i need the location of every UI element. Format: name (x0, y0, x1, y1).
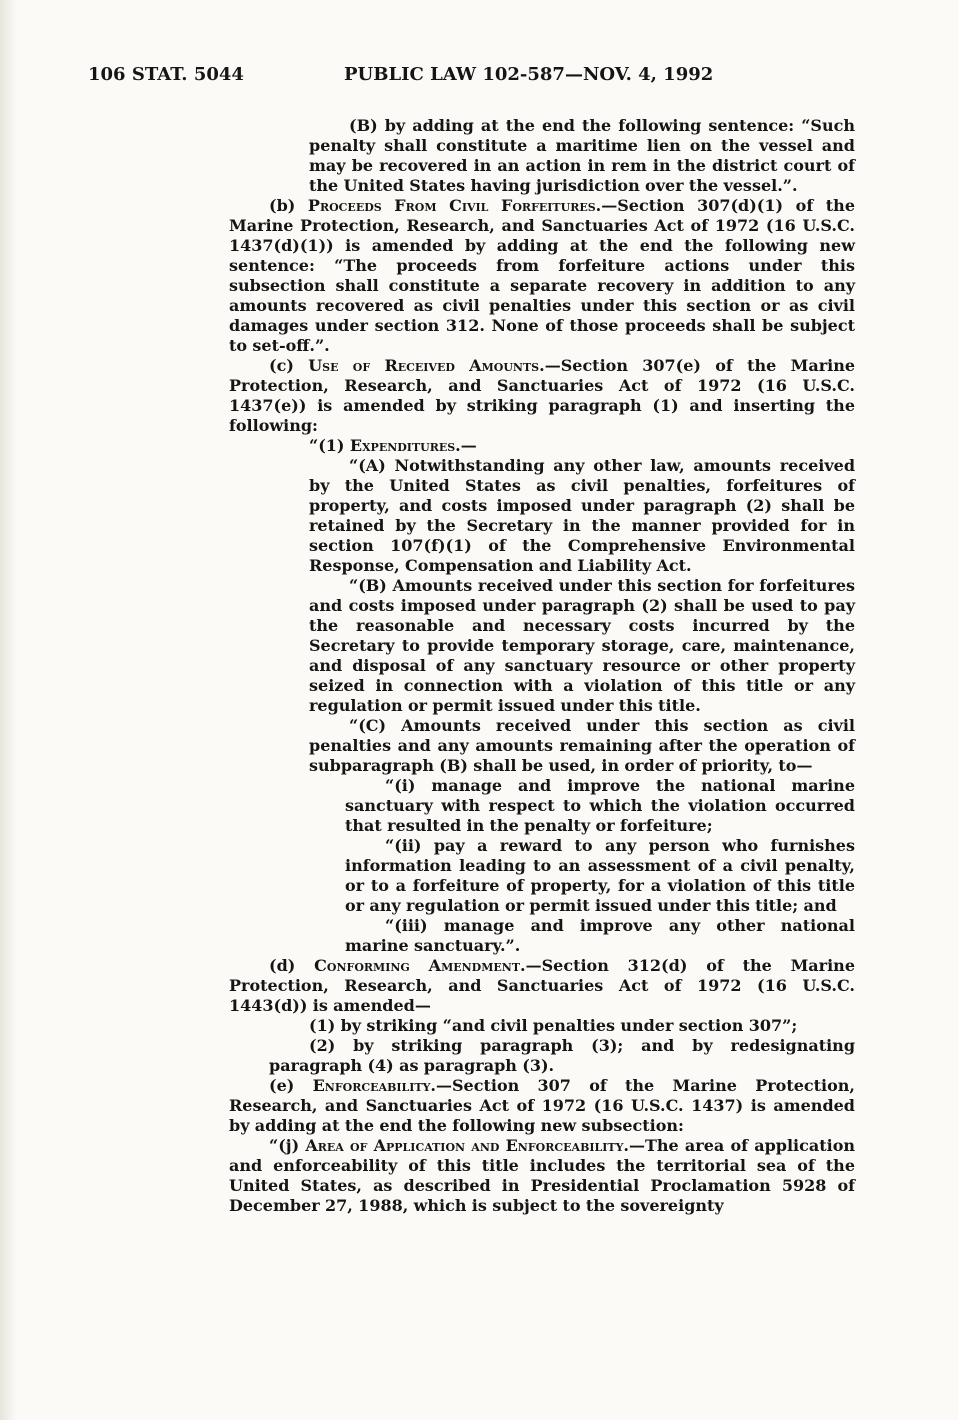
expenditures-heading: Expenditures. (349, 436, 461, 455)
section-e-text: —Section 307 of the Marine Protection, Research, and Sanctuaries Act of 1972 (16 U.S.C. 1437) is amended by adding at the end the following new subsection: (229, 1076, 855, 1135)
subsection-j (229, 1136, 855, 1216)
clause-ii: “(ii) pay a reward to any person who furnishes information leading to an assessment of a civil penalty, or to a forfeiture of property, for a violation of this title or any regulation or permit issued under this title; and (345, 836, 855, 915)
paragraph-b-sentence: (B) by adding at the end the following sentence: “Such penalty shall constitute a maritime lien on the vessel and may be recovered in an action in rem in the district court of the United States having jurisdiction over the vessel.”. (309, 116, 855, 195)
subparagraph-c: “(C) Amounts received under this section as civil penalties and any amounts remaining after the operation of subparagraph (B) shall be used, in order of priority, to— (309, 716, 855, 775)
section-c (229, 356, 855, 436)
section-e (229, 1076, 855, 1136)
section-d-item-1: (1) by striking “and civil penalties under section 307”; (309, 1016, 798, 1035)
section-d (229, 956, 855, 1016)
page-edge-shadow (0, 0, 16, 1420)
section-e-heading: Enforceability. (312, 1076, 436, 1095)
page-reference: 106 STAT. 5044 (88, 64, 244, 85)
paragraph-1-expenditures (229, 436, 855, 456)
subparagraph-a: “(A) Notwithstanding any other law, amounts received by the United States as civil penalties, forfeitures of property, and costs imposed under paragraph (2) shall be retained by the Secretary in the manner provided for in section 107(f)(1) of the Comprehensive Environmental Response, Compensation and Liability Act. (309, 456, 855, 575)
statute-body (229, 116, 855, 1216)
section-d-label: (d) (269, 956, 296, 975)
section-e-label: (e) (269, 1076, 295, 1095)
section-c-heading: Use of Received Amounts. (308, 356, 545, 375)
section-b-label: (b) (269, 196, 296, 215)
section-b-text: —Section 307(d)(1) of the Marine Protection, Research, and Sanctuaries Act of 1972 (16 U.S.C. 1437(d)(1)) is amended by adding at the end the following new sentence: “The proceeds from forfeiture actions under this subsection shall constitute a separate recovery in addition to any amounts recovered as civil penalties under this section or as civil damages under section 312. None of those proceeds shall be subject to set-off.”. (229, 196, 855, 355)
section-b-heading: Proceeds From Civil Forfeitures. (307, 196, 602, 215)
expenditures-tail: — (460, 436, 477, 455)
section-c-text: —Section 307(e) of the Marine Protection, Research, and Sanctuaries Act of 1972 (16 U.S.C. 1437(e)) is amended by striking paragraph (1) and inserting the following: (229, 356, 856, 435)
section-d-item-2: (2) by striking paragraph (3); and by redesignating paragraph (4) as paragraph (3). (269, 1036, 855, 1075)
subsection-j-heading: Area of Application and Enforceability. (305, 1136, 630, 1155)
section-c-label: (c) (269, 356, 294, 375)
subsection-j-text: —The area of application and enforceability of this title includes the territorial sea of the United States, as described in Presidential Proclamation 5928 of December 27, 1988, which is subject to the sovereignty (229, 1136, 855, 1215)
section-b (229, 196, 855, 356)
running-header: PUBLIC LAW 102-587—NOV. 4, 1992 (344, 64, 714, 85)
section-d-heading: Conforming Amendment. (314, 956, 526, 975)
subparagraph-b: “(B) Amounts received under this section for forfeitures and costs imposed under paragraph (2) shall be used to pay the reasonable and necessary costs incurred by the Secretary to provide temporary storage, care, maintenance, and disposal of any sanctuary resource or other property seized in connection with a violation of this title or any regulation or permit issued under this title. (309, 576, 855, 715)
subsection-j-label: “(j) (269, 1136, 300, 1155)
section-d-text: —Section 312(d) of the Marine Protection, Research, and Sanctuaries Act of 1972 (16 U.S.C. 1443(d)) is amended— (229, 956, 855, 1015)
expenditures-label: “(1) (309, 436, 345, 455)
clause-iii: “(iii) manage and improve any other national marine sanctuary.”. (345, 916, 855, 955)
clause-i: “(i) manage and improve the national marine sanctuary with respect to which the violation occurred that resulted in the penalty or forfeiture; (345, 776, 855, 835)
